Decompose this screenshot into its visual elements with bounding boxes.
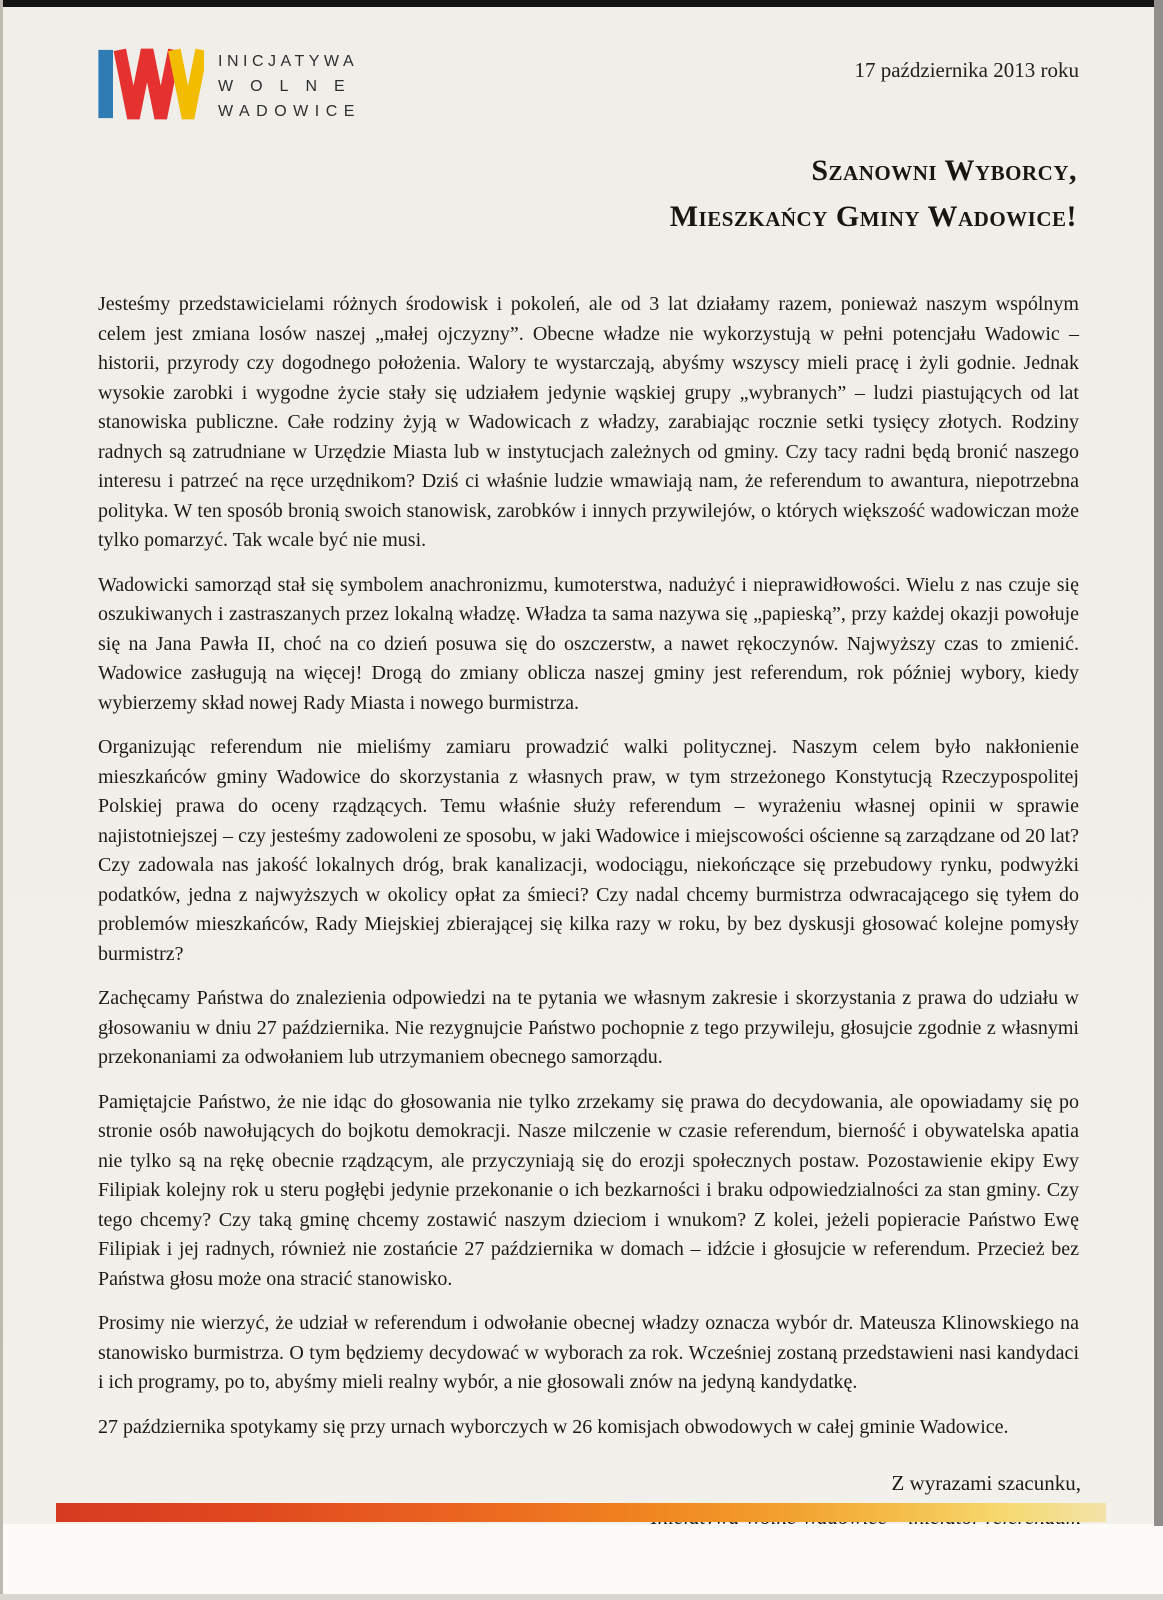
scan-edge-bottom bbox=[0, 1594, 1163, 1600]
letter-header bbox=[0, 0, 1163, 124]
logo-text-line3: WADOWICE bbox=[218, 103, 361, 120]
logo-blue-bar bbox=[98, 50, 113, 118]
closing-salutation: Z wyrazami szacunku, bbox=[891, 1471, 1081, 1495]
ww-logo-icon bbox=[98, 46, 204, 122]
letter-paragraph-1: Jesteśmy przedstawicielami różnych środowisk i pokoleń, ale od 3 lat działamy razem, ponieważ naszym wspólnym celem jest zmiana losów naszej „małej ojczyzny”. Obecne władze nie wykorzystują w pełni potencjału Wadowic – historii, przyrody czy dogodnego położenia. Walory te wystarczają, abyśmy wszyscy mieli pracę i żyli godnie. Jednak wysokie zarobki i wygodne życie stały się udziałem jedynie wąskiej grupy „wybranych” – ludzi piastujących od lat stanowiska publiczne. Całe rodziny żyją w Wadowicach z władzy, zarabiając rocznie setki tysięcy złotych. Rodziny radnych są zatrudniane w Urzędzie Miasta lub w instytucjach zależnych od gminy. Czy tacy radni będą bronić naszego interesu i patrzeć na ręce urzędnikom? Dziś ci właśnie ludzie wmawiają nam, że referendum to awantura, niepotrzebna polityka. W ten sposób bronią swoich stanowisk, zarobków i innych przywilejów, o których większość wadowiczan może tylko pomarzyć. Tak wcale być nie musi. bbox=[98, 293, 1079, 551]
letter-heading bbox=[0, 148, 1163, 240]
heading-line1: Szanowni Wyborcy, bbox=[811, 154, 1077, 187]
letter-paragraph-6: Prosimy nie wierzyć, że udział w referendum i odwołanie obecnej władzy oznacza wybór dr. Mateusza Klinowskiego na stanowisko burmistrza. O tym będziemy decydować w wyborach za rok. Wcześniej zostaną przedstawieni nasi kandydaci i ich programy, po to, abyśmy mieli realny wybór, a nie głosowali znów na jedyną kandydatkę. bbox=[98, 1312, 1079, 1393]
scan-edge-left bbox=[0, 0, 3, 1600]
page-bottom-margin bbox=[0, 1524, 1163, 1600]
logo-yellow-v bbox=[174, 50, 201, 118]
logo-text bbox=[218, 46, 362, 124]
scan-edge-right bbox=[1154, 0, 1163, 1526]
letter-paragraph-2: Wadowicki samorząd stał się symbolem anachronizmu, kumoterstwa, nadużyć i nieprawidłowości. Wielu z nas czuje się oszukiwanych i zastraszanych przez lokalną władzę. Władza ta sama nazywa się „papieską”, przy każdej okazji powołuje się na Jana Pawła II, choć na co dzień posuwa się do oszczerstw, a nawet rękoczynów. Najwyższy czas to zmienić. Wadowice zasługują na więcej! Drogą do zmiany oblicza naszej gminy jest referendum, rok później wybory, kiedy wybierzemy skład nowej Rady Miasta i nowego burmistrza. bbox=[98, 573, 1079, 714]
logo-red-w bbox=[120, 50, 175, 118]
letter-paragraph-4: Zachęcamy Państwa do znalezienia odpowiedzi na te pytania we własnym zakresie i skorzystania z prawa do udziału w głosowaniu w dniu 27 października. Nie rezygnujcie Państwo pochopnie z tego przywileju, głosujcie zgodnie z własnymi przekonaniami za odwołaniem lub utrzymaniem obecnego samorządu. bbox=[98, 987, 1079, 1068]
letter-paragraph-3: Organizując referendum nie mieliśmy zamiaru prowadzić walki politycznej. Naszym celem było nakłonienie mieszkańców gminy Wadowice do skorzystania z własnych praw, w tym strzeżonego Konstytucją Rzeczypospolitej Polskiej prawa do oceny rządzących. Temu właśnie służy referendum – wyrażeniu własnej opinii w sprawie najistotniejszej – czy jesteśmy zadowoleni ze sposobu, w jaki Wadowice i miejscowości ościenne są zarządzane od 20 lat? Czy zadowala nas jakość lokalnych dróg, brak kanalizacji, wodociągu, niekończące się przebudowy rynku, podwyżki podatków, jedna z najwyższych w okolicy opłat za śmieci? Czy nadal chcemy burmistrza odwracającego się tyłem do problemów mieszkańców, Rady Miejskiej zbierającej się kilka razy w roku, by bez dyskusji głosować kolejne pomysły burmistrz? bbox=[98, 736, 1079, 965]
heading-line2: Mieszkańcy Gminy Wadowice! bbox=[669, 200, 1077, 233]
logo bbox=[98, 46, 362, 124]
letter-body bbox=[0, 290, 1163, 1442]
logo-text-line1: INICJATYWA bbox=[218, 53, 359, 70]
letter-paragraph-5: Pamiętajcie Państwo, że nie idąc do głosowania nie tylko zrzekamy się prawa do decydowania, ale opowiadamy się po stronie osób nawołujących do bojkotu demokracji. Nasze milczenie w czasie referendum, bierność i obywatelska apatia nie tylko są na rękę obecnie rządzącym, ale przyczyniają się do erozji społecznych postaw. Pozostawienie ekipy Ewy Filipiak kolejny rok u steru pogłębi jedynie przekonanie o ich bezkarności i braku odpowiedzialności za stan gminy. Czy tego chcemy? Czy taką gminę chcemy zostawić naszym dzieciom i wnukom? Z kolei, jeżeli popieracie Państwo Ewę Filipiak i jej radnych, również nie zostańcie 27 października w domach – idźcie i głosujcie w referendum. Przecież bez Państwa głosu może ona stracić stanowisko. bbox=[98, 1090, 1079, 1290]
letter-paragraph-7: 27 października spotykamy się przy urnach wyborczych w 26 komisjach obwodowych w całej gminie Wadowice. bbox=[98, 1415, 1009, 1438]
letter-date: 17 października 2013 roku bbox=[854, 58, 1079, 82]
logo-text-line2: WOLNE bbox=[218, 78, 362, 95]
scan-edge-top bbox=[0, 0, 1163, 7]
footer-gradient-bar bbox=[56, 1503, 1106, 1522]
